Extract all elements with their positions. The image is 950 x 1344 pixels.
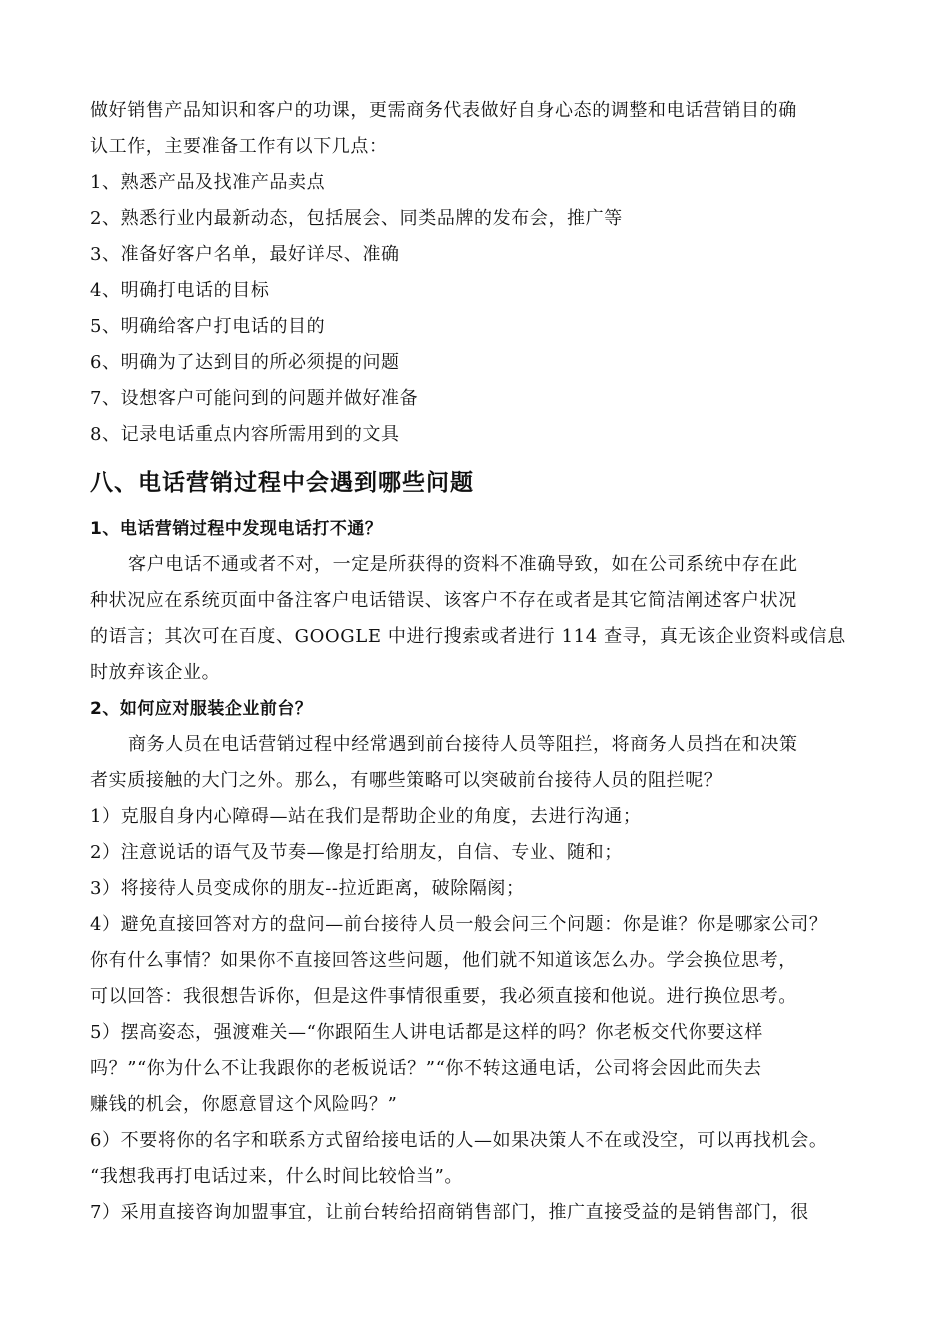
strategy-line: 3）将接待人员变成你的朋友--拉近距离，破除隔阂； (90, 878, 525, 899)
strategy-line: 可以回答：我很想告诉你，但是这件事情很重要，我必须直接和他说。进行换位思考。 (90, 986, 797, 1007)
strategy-line: 7）采用直接咨询加盟事宜，让前台转给招商销售部门，推广直接受益的是销售部门，很 (90, 1202, 809, 1223)
prep-list-item: 1、熟悉产品及找准产品卖点 (90, 172, 326, 193)
paragraph-line: 商务人员在电话营销过程中经常遇到前台接待人员等阻拦，将商务人员挡在和决策 (128, 734, 798, 755)
paragraph-line: 者实质接触的大门之外。那么，有哪些策略可以突破前台接待人员的阻拦呢？ (90, 770, 723, 791)
strategy-line: 吗？”“你为什么不让我跟你的老板说话？”“你不转这通电话，公司将会因此而失去 (90, 1058, 762, 1079)
prep-list-item: 3、准备好客户名单，最好详尽、准确 (90, 244, 400, 265)
intro-line-2: 认工作，主要准备工作有以下几点： (90, 136, 388, 157)
paragraph-line: 客户电话不通或者不对，一定是所获得的资料不准确导致，如在公司系统中存在此 (128, 554, 798, 575)
strategy-line: “我想我再打电话过来，什么时间比较恰当”。 (90, 1166, 464, 1187)
strategy-line: 5）摆高姿态，强渡难关—“你跟陌生人讲电话都是这样的吗？你老板交代你要这样 (90, 1022, 763, 1043)
prep-list-item: 4、明确打电话的目标 (90, 280, 270, 301)
prep-list-item: 2、熟悉行业内最新动态，包括展会、同类品牌的发布会，推广等 (90, 208, 623, 229)
paragraph-line: 的语言；其次可在百度、GOOGLE 中进行搜索或者进行 114 查寻，真无该企业资料或信息 (90, 626, 846, 647)
section-heading: 八、电话营销过程中会遇到哪些问题 (90, 470, 474, 496)
question-heading-1: 1、电话营销过程中发现电话打不通？ (90, 519, 383, 539)
paragraph-line: 种状况应在系统页面中备注客户电话错误、该客户不存在或者是其它简洁阐述客户状况 (90, 590, 797, 611)
strategy-line: 1）克服自身内心障碍—站在我们是帮助企业的角度，去进行沟通； (90, 806, 642, 827)
intro-line-1: 做好销售产品知识和客户的功课，更需商务代表做好自身心态的调整和电话营销目的确 (90, 100, 797, 121)
prep-list-item: 6、明确为了达到目的所必须提的问题 (90, 352, 400, 373)
prep-list-item: 5、明确给客户打电话的目的 (90, 316, 326, 337)
strategy-line: 2）注意说话的语气及节奏—像是打给朋友，自信、专业、随和； (90, 842, 623, 863)
document-page (90, 93, 880, 1231)
strategy-line: 你有什么事情？如果你不直接回答这些问题，他们就不知道该怎么办。学会换位思考， (90, 950, 797, 971)
question-heading-2: 2、如何应对服装企业前台？ (90, 699, 313, 719)
strategy-line: 6）不要将你的名字和联系方式留给接电话的人—如果决策人不在或没空，可以再找机会。 (90, 1130, 828, 1151)
strategy-line: 赚钱的机会，你愿意冒这个风险吗？” (90, 1094, 398, 1115)
prep-list-item: 8、记录电话重点内容所需用到的文具 (90, 424, 400, 445)
prep-list-item: 7、设想客户可能问到的问题并做好准备 (90, 388, 419, 409)
paragraph-line: 时放弃该企业。 (90, 662, 221, 683)
strategy-line: 4）避免直接回答对方的盘问—前台接待人员一般会问三个问题：你是谁？你是哪家公司？ (90, 914, 828, 935)
